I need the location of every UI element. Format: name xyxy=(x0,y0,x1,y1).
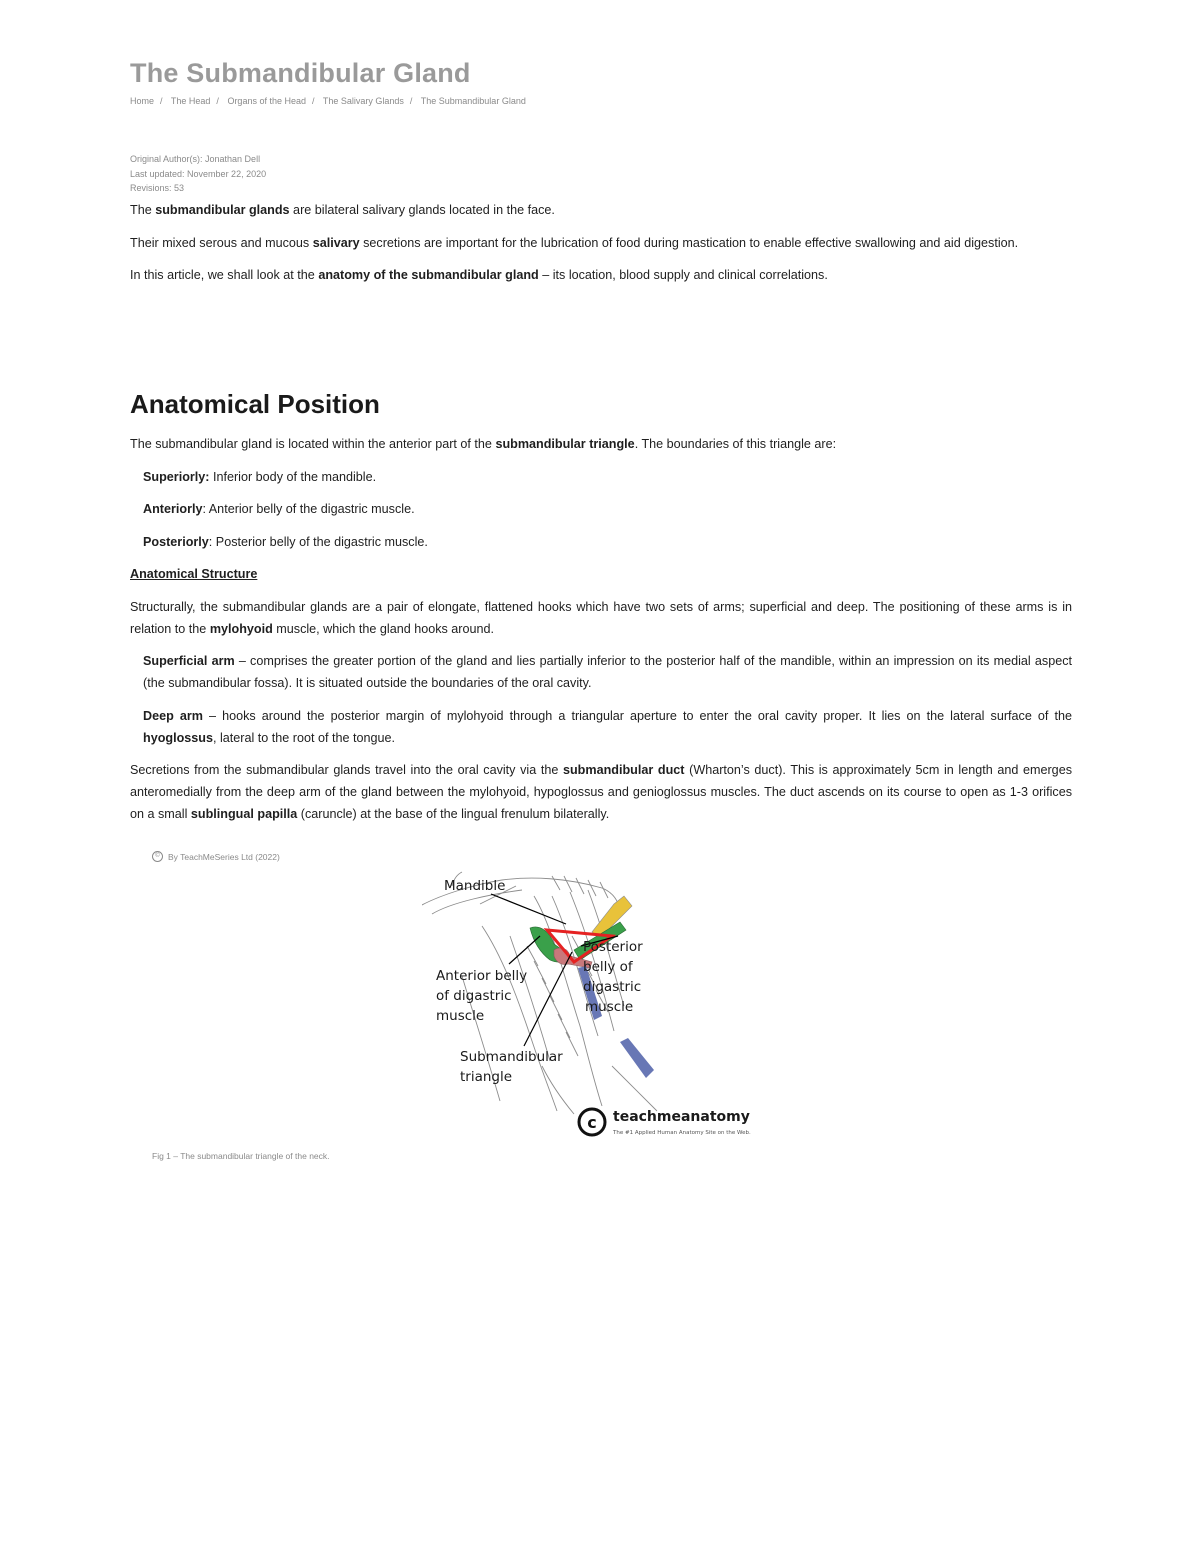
author-line: Original Author(s): Jonathan Dell xyxy=(130,154,261,164)
label-posterior-belly-2: belly of xyxy=(583,959,633,975)
deep-arm-item: Deep arm – hooks around the posterior margin of mylohyoid through a triangular aperture to enter the oral cavity proper. It lies on the lateral surface of the hyoglossus, lateral to the root of the tongue. xyxy=(143,708,1072,745)
boundary-posterior: Posteriorly: Posterior belly of the digastric muscle. xyxy=(143,534,428,549)
breadcrumb-current[interactable]: The Submandibular Gland xyxy=(420,96,526,106)
breadcrumb-salivary-glands[interactable]: The Salivary Glands xyxy=(322,96,404,106)
label-triangle-2: triangle xyxy=(460,1069,513,1085)
intro-paragraph-2: Their mixed serous and mucous salivary secretions are important for the lubrication of food during mastication to enable effective swallowing and aid digestion. xyxy=(130,235,1019,250)
subheading-anatomical-structure: Anatomical Structure xyxy=(130,567,258,581)
breadcrumb-home[interactable]: Home xyxy=(130,96,155,106)
breadcrumb-organs-of-the-head[interactable]: Organs of the Head xyxy=(227,96,306,106)
label-anterior-belly-3: muscle xyxy=(436,1008,485,1024)
copyright-icon: © xyxy=(152,851,163,862)
figure-caption: Fig 1 – The submandibular triangle of the neck. xyxy=(152,1151,330,1161)
breadcrumb-the-head[interactable]: The Head xyxy=(170,96,211,106)
logo-brand-text: teachmeanatomy xyxy=(613,1109,750,1125)
submandibular-triangle-figure xyxy=(422,866,782,1144)
vessel-lower xyxy=(620,1038,654,1078)
superficial-arm-item: Superficial arm – comprises the greater portion of the gland and lies partially inferior to the posterior half of the mandible, within an impression on its medial aspect (the submandibular fossa). It is situated outside the boundaries of the oral cavity. xyxy=(143,654,1072,690)
label-mandible: Mandible xyxy=(444,878,506,894)
article-meta xyxy=(130,152,266,196)
teachmeanatomy-logo xyxy=(579,1109,605,1135)
section-body xyxy=(130,433,1072,836)
section-heading: Anatomical Position xyxy=(130,389,380,419)
boundary-superior: Superiorly: Inferior body of the mandible. xyxy=(143,469,377,484)
revisions-line: Revisions: 53 xyxy=(130,183,185,193)
position-paragraph: The submandibular gland is located within the anterior part of the submandibular triangle. The boundaries of this triangle are: xyxy=(130,437,837,451)
label-anterior-belly-2: of digastric xyxy=(436,988,512,1004)
label-posterior-belly-1: Posterior xyxy=(583,939,643,955)
page-title: The Submandibular Gland xyxy=(130,58,471,88)
logo-tagline: The #1 Applied Human Anatomy Site on the Web. xyxy=(613,1130,751,1136)
boundary-anterior: Anteriorly: Anterior belly of the digastric muscle. xyxy=(143,502,415,516)
intro xyxy=(130,199,1072,297)
svg-text:c: c xyxy=(587,1113,597,1132)
label-posterior-belly-3: digastric xyxy=(583,979,642,995)
label-posterior-belly-4: muscle xyxy=(585,999,634,1015)
breadcrumb: Home / The Head / Organs of the Head / The Salivary Glands / The Submandibular Gland xyxy=(130,96,526,106)
label-anterior-belly-1: Anterior belly xyxy=(436,968,528,984)
figure-credit-text: By TeachMeSeries Ltd (2022) xyxy=(168,851,280,862)
intro-paragraph-1: The submandibular glands are bilateral salivary glands located in the face. xyxy=(130,203,555,217)
updated-line: Last updated: November 22, 2020 xyxy=(130,168,267,179)
intro-paragraph-3: In this article, we shall look at the anatomy of the submandibular gland – its location, blood supply and clinical correlations. xyxy=(130,268,828,282)
label-triangle-1: Submandibular xyxy=(460,1049,563,1065)
figure-credit xyxy=(152,851,280,862)
duct-paragraph: Secretions from the submandibular glands travel into the oral cavity via the submandibular duct (Wharton’s duct). This is approximately 5cm in length and emerges anteromedially from the deep arm of the gland between the mylohyoid, hypoglossus and genioglossus muscles. The duct ascends on its course to open as 1-3 orifices on a small sublingual papilla (caruncle) at the base of the lingual frenulum bilaterally. xyxy=(130,763,1072,821)
structure-paragraph: Structurally, the submandibular glands are a pair of elongate, flattened hooks which have two sets of arms; superficial and deep. The positioning of these arms is in relation to the mylohyoid muscle, which the gland hooks around. xyxy=(130,599,1072,636)
